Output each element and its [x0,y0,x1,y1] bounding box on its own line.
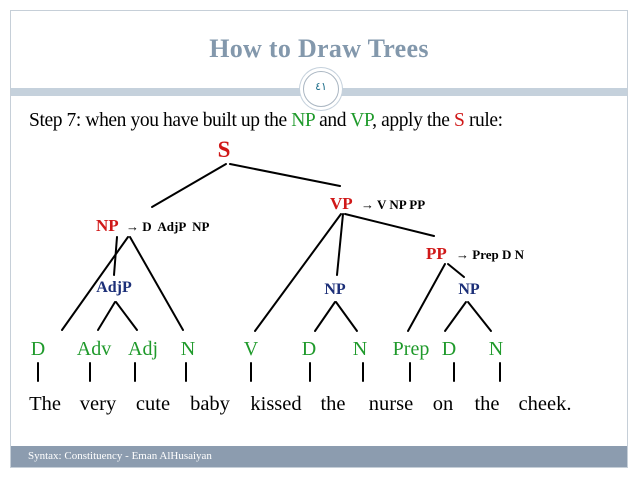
pos-tag: D [30,338,46,360]
sentence-word: cute [135,393,171,415]
branch-np1-d [315,302,335,331]
sentence-word: on [432,393,454,415]
step-vp: VP [350,110,373,131]
pos-tag: Adj [128,338,158,360]
sentence-word: nurse [368,393,414,415]
step-s: S [454,110,465,131]
sentence-word: the [320,393,346,415]
node-adjp: AdjP [96,279,132,296]
branch-vp-np [337,214,343,275]
page-number: ٤١ [315,80,327,93]
sentence-word: the [474,393,500,415]
sentence-word: cheek. [518,393,572,415]
node-s: S [217,137,231,162]
pos-tag-row [31,338,503,360]
branch-pp-prep [408,264,445,331]
pos-tag: N [180,338,196,360]
branch-s-np [152,164,226,207]
pos-tag: V [243,338,259,360]
step-and: and [314,110,351,131]
branch-vp-pp [345,214,434,236]
rule-pp: → Prep D N [456,247,525,262]
node-np: NP [96,216,119,235]
node-np-inner-1: NP [324,281,346,298]
step-mid: , apply the [372,110,455,131]
node-vp: VP [330,194,353,213]
slide-title: How to Draw Trees [209,34,429,63]
rule-np: → D AdjP NP [126,219,210,234]
branch-np2-n [468,302,491,331]
step-np: NP [291,110,315,131]
sentence-word: The [29,393,61,415]
pos-tag: Adv [76,338,112,360]
step-suffix: rule: [464,110,503,131]
sentence-word: very [79,393,117,415]
node-pp: PP [426,244,447,263]
pos-tag: D [301,338,317,360]
branch-adjp-adj [116,302,137,330]
node-np-inner-2: NP [458,281,480,298]
pos-tag: D [441,338,457,360]
branch-np2-d [445,302,466,331]
branch-s-vp [230,164,340,186]
branch-pp-np [448,264,464,277]
pos-tag: N [352,338,368,360]
branch-np-n [130,237,183,330]
rule-vp: → V NP PP [361,197,426,212]
sentence-row [29,393,571,415]
step-prefix: Step 7: when you have built up the [29,110,292,131]
branch-np1-n [336,302,357,331]
sentence-word: baby [190,393,230,415]
pos-tag: Prep [392,338,430,360]
sentence-word: kissed [250,393,302,415]
footer-text: Syntax: Constituency - Eman AlHusaiyan [28,450,212,462]
branch-adjp-adv [98,302,115,330]
pos-tag: N [488,338,504,360]
